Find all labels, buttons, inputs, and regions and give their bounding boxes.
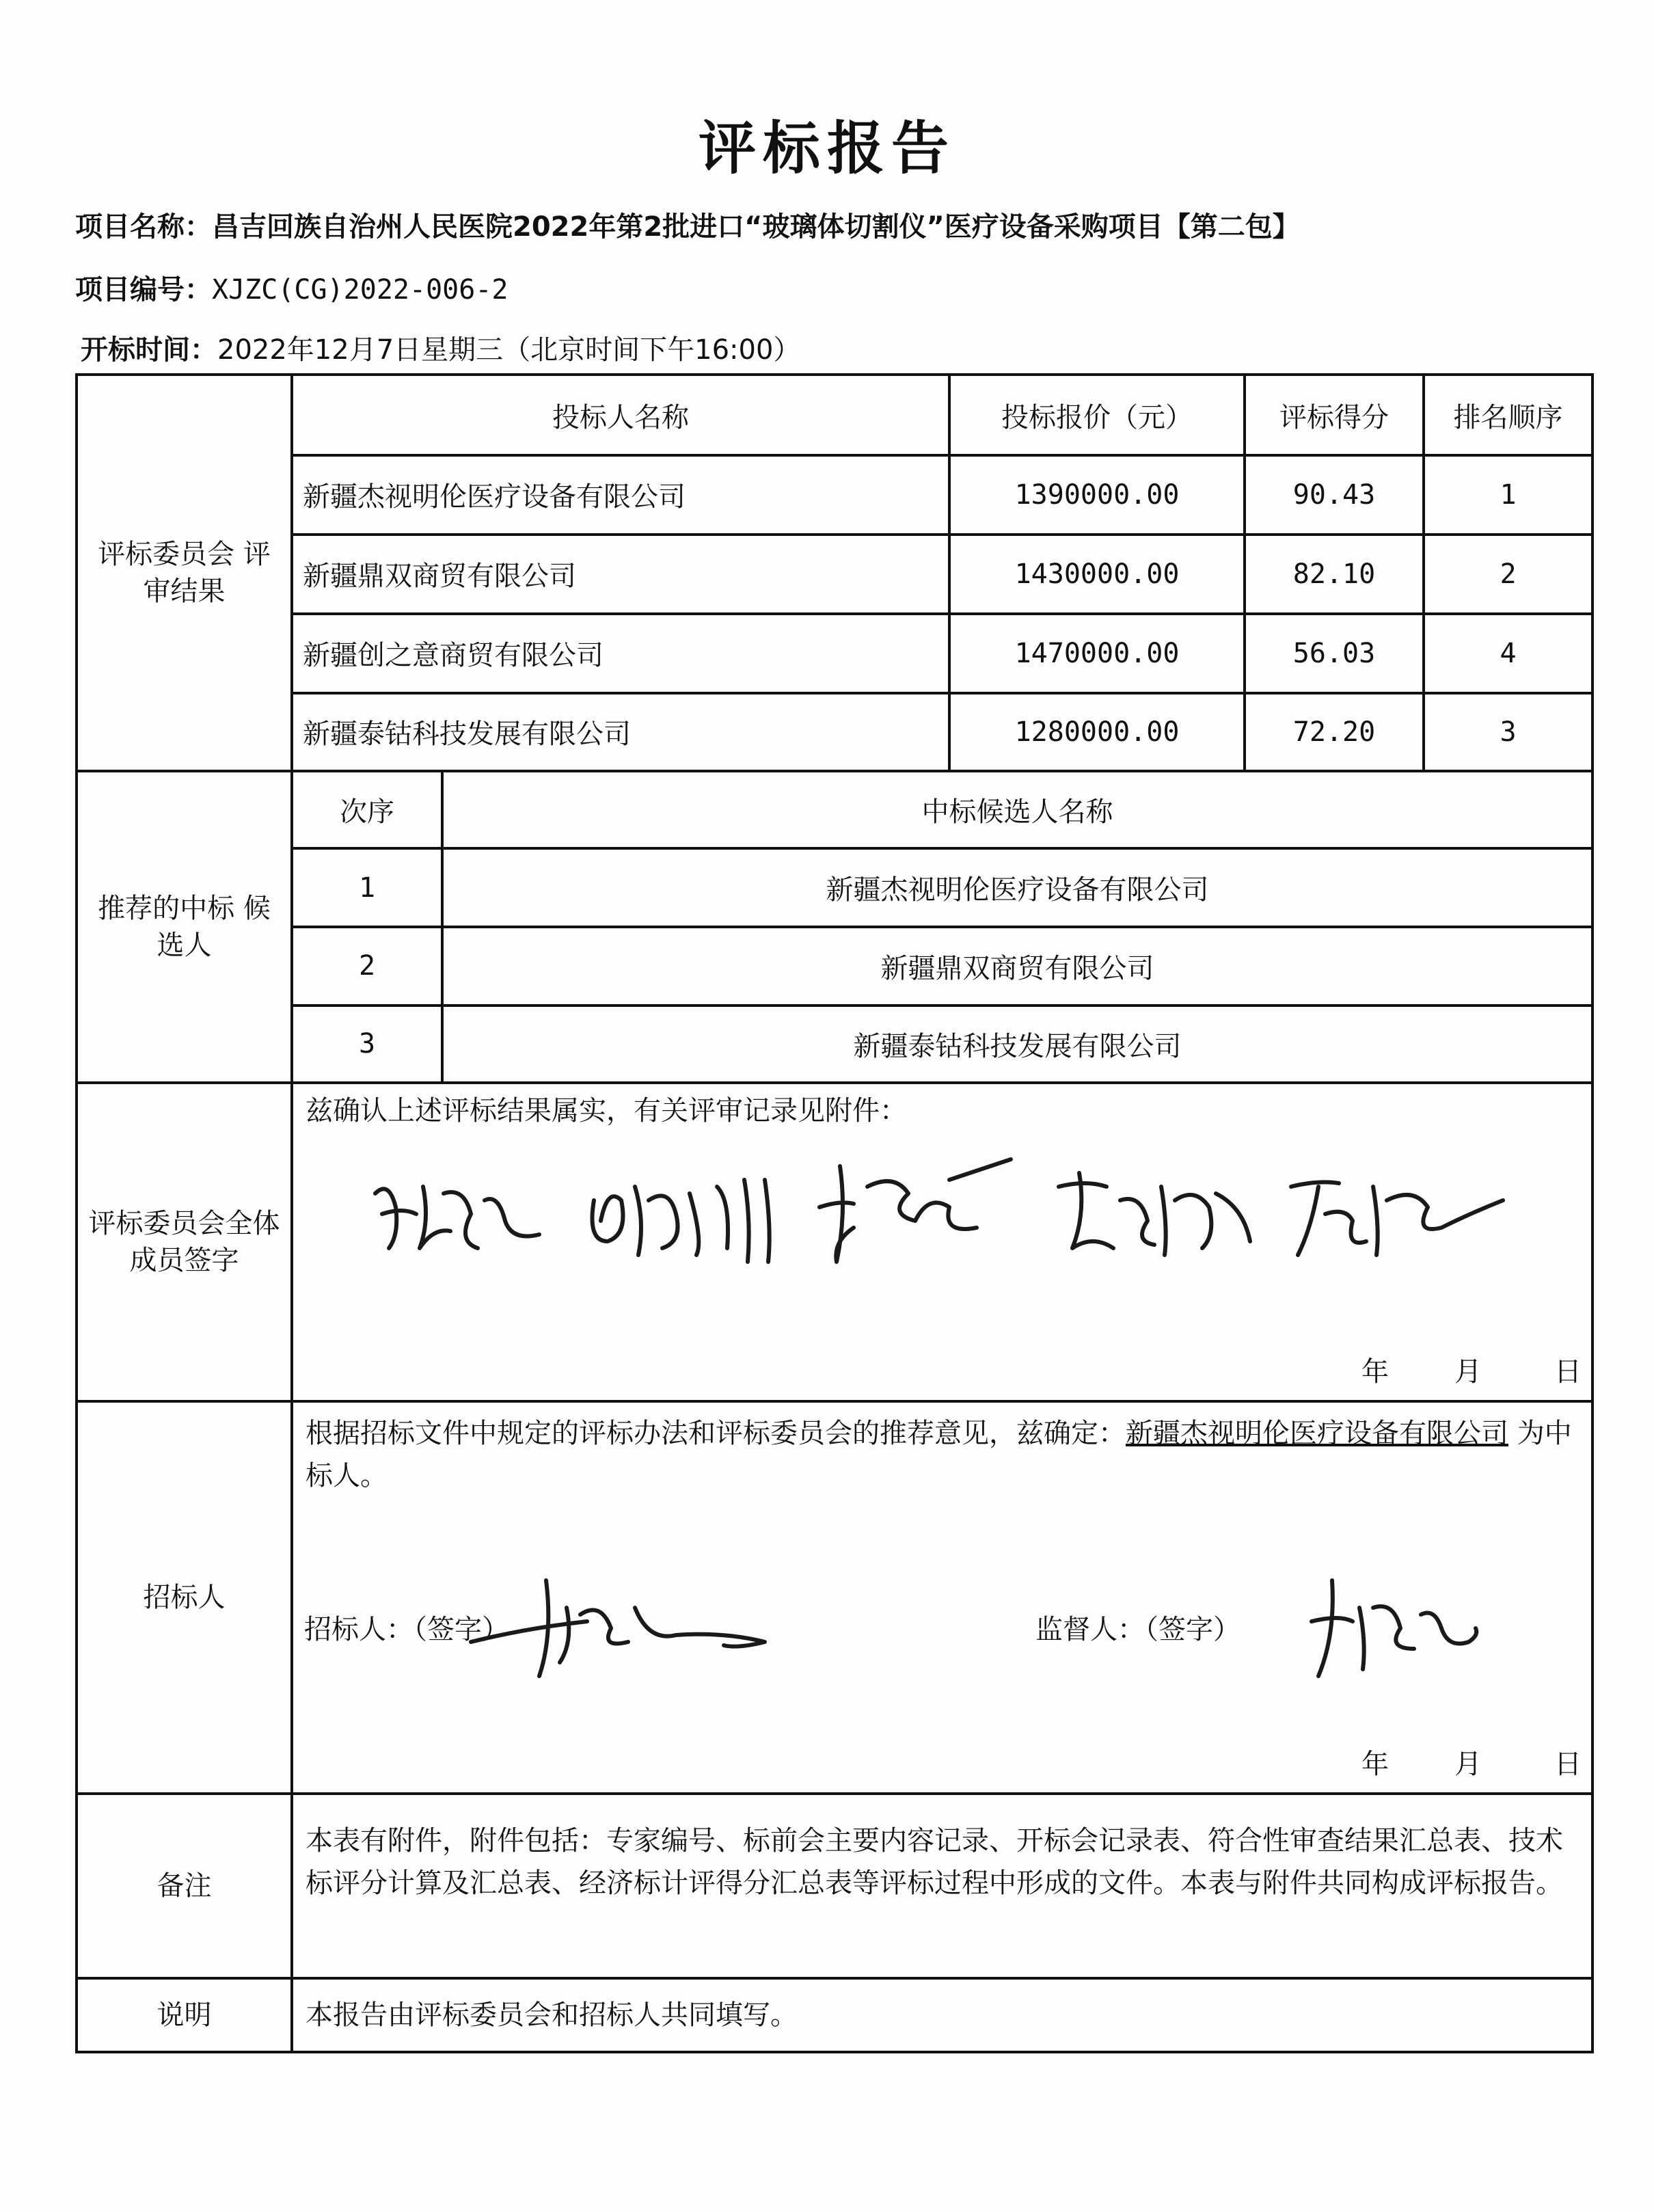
- review-section: [78, 376, 1591, 772]
- committee-signature-5: [1284, 1159, 1510, 1269]
- bidder-name: 新疆泰钴科技发展有限公司: [293, 693, 949, 770]
- candidates-section: [78, 772, 1591, 1084]
- review-label: 评标委员会 评审结果: [78, 376, 293, 770]
- open-time: 2022年12月7日星期三（北京时间下午16:00）: [217, 334, 801, 366]
- table-row: [293, 848, 1591, 927]
- supervisor-sign-label: 监督人：（签字）: [1035, 1614, 1240, 1645]
- open-time-label: 开标时间：: [81, 334, 217, 366]
- bid-score: 82.10: [1245, 535, 1424, 614]
- project-code-line: [75, 268, 508, 307]
- candidates-header-row: [293, 772, 1591, 848]
- tenderer-decision: [293, 1403, 1591, 1507]
- remarks-label: 备注: [78, 1795, 293, 1977]
- tenderer-label: 招标人: [78, 1403, 293, 1792]
- bid-rank: 3: [1500, 716, 1517, 748]
- committee-body: [293, 1084, 1591, 1400]
- bid-rank: 1: [1424, 455, 1591, 535]
- table-row: [293, 535, 1591, 614]
- bid-rank: 4: [1424, 614, 1591, 693]
- committee-label: 评标委员会全体成员签字: [78, 1084, 293, 1400]
- committee-signature-4: [1045, 1159, 1264, 1269]
- project-name-label: 项目名称：: [75, 211, 212, 243]
- table-row: [293, 455, 1591, 535]
- table-row: [293, 1006, 1591, 1081]
- project-code-label: 项目编号：: [75, 274, 212, 306]
- bid-score: 90.43: [1245, 455, 1424, 535]
- header-candidate-name: 中标候选人名称: [442, 772, 1591, 848]
- committee-signature-2: [580, 1159, 785, 1269]
- header-order: 次序: [293, 772, 442, 848]
- report-table: [75, 373, 1594, 2053]
- table-row: [293, 927, 1591, 1006]
- decision-prefix: 根据招标文件中规定的评标办法和评标委员会的推荐意见，兹确定：: [306, 1418, 1126, 1449]
- table-row: [293, 614, 1591, 693]
- bidder-name: 新疆创之意商贸有限公司: [293, 614, 949, 693]
- tenderer-date: [1361, 1742, 1582, 1781]
- candidate-order: 2: [293, 927, 442, 1006]
- page-title: 评标报告: [698, 115, 955, 182]
- note-section: [78, 1980, 1591, 2051]
- date-day: 日: [1554, 1749, 1582, 1780]
- project-name-line: [75, 205, 1300, 244]
- committee-statement: 兹确认上述评标结果属实，有关评审记录见附件：: [306, 1095, 907, 1127]
- tenderer-body: [293, 1403, 1591, 1792]
- bid-rank: 2: [1424, 535, 1591, 614]
- candidates-table: [293, 772, 1591, 1081]
- winner-name: 新疆杰视明伦医疗设备有限公司: [1126, 1418, 1508, 1449]
- tenderer-sign-label: 招标人：（签字）: [304, 1614, 509, 1645]
- candidate-name: 新疆杰视明伦医疗设备有限公司: [442, 848, 1591, 927]
- bid-price: 1390000.00: [949, 455, 1245, 535]
- bidder-name: 新疆鼎双商贸有限公司: [293, 535, 949, 614]
- date-year: 年: [1361, 1749, 1389, 1780]
- header-bid-price: 投标报价（元）: [949, 376, 1245, 455]
- candidate-order: 3: [293, 1006, 442, 1081]
- remarks-text: 本表有附件，附件包括：专家编号、标前会主要内容记录、开标会记录表、符合性审查结果汇总表、技术标评分计算及汇总表、经济标计评得分汇总表等评标过程中形成的文件。本表与附件共同构成评标报告。: [306, 1825, 1563, 1899]
- bid-score: 56.03: [1245, 614, 1424, 693]
- bid-price: 1470000.00: [949, 614, 1245, 693]
- bidder-name: 新疆杰视明伦医疗设备有限公司: [293, 455, 949, 535]
- header-score: 评标得分: [1245, 376, 1424, 455]
- bid-score: 72.20: [1245, 693, 1424, 770]
- project-code: XJZC(CG)2022-006-2: [212, 274, 509, 306]
- candidate-order: 1: [293, 848, 442, 927]
- tenderer-section: [78, 1403, 1591, 1795]
- date-year: 年: [1361, 1356, 1389, 1388]
- project-name: 昌吉回族自治州人民医院2022年第2批进口“玻璃体切割仪”医疗设备采购项目【第二包】: [212, 211, 1300, 243]
- date-month: 月: [1454, 1356, 1482, 1388]
- bid-price: 1430000.00: [949, 535, 1245, 614]
- bid-price: 1280000.00: [949, 693, 1245, 770]
- candidate-name: 新疆泰钴科技发展有限公司: [853, 1030, 1182, 1062]
- review-results-table: [293, 376, 1591, 770]
- date-month: 月: [1454, 1749, 1482, 1780]
- table-row: [293, 693, 1591, 770]
- committee-signature-1: [368, 1166, 553, 1269]
- tenderer-signature: [464, 1567, 778, 1683]
- header-bidder-name: 投标人名称: [293, 376, 949, 455]
- note-label: 说明: [78, 1980, 293, 2051]
- decision-suffix: 为中标人。: [306, 1418, 1572, 1492]
- committee-signature-3: [813, 1152, 1018, 1269]
- review-header-row: [293, 376, 1591, 455]
- committee-date: [1361, 1350, 1582, 1389]
- remarks-section: [78, 1795, 1591, 1980]
- supervisor-signature: [1298, 1567, 1489, 1683]
- open-time-line: [81, 328, 800, 367]
- note-text: 本报告由评标委员会和招标人共同填写。: [306, 1999, 798, 2031]
- candidates-label: 推荐的中标 候选人: [78, 772, 293, 1081]
- header-rank: 排名顺序: [1424, 376, 1591, 455]
- committee-section: [78, 1084, 1591, 1403]
- candidate-name: 新疆鼎双商贸有限公司: [442, 927, 1591, 1006]
- date-day: 日: [1554, 1356, 1582, 1388]
